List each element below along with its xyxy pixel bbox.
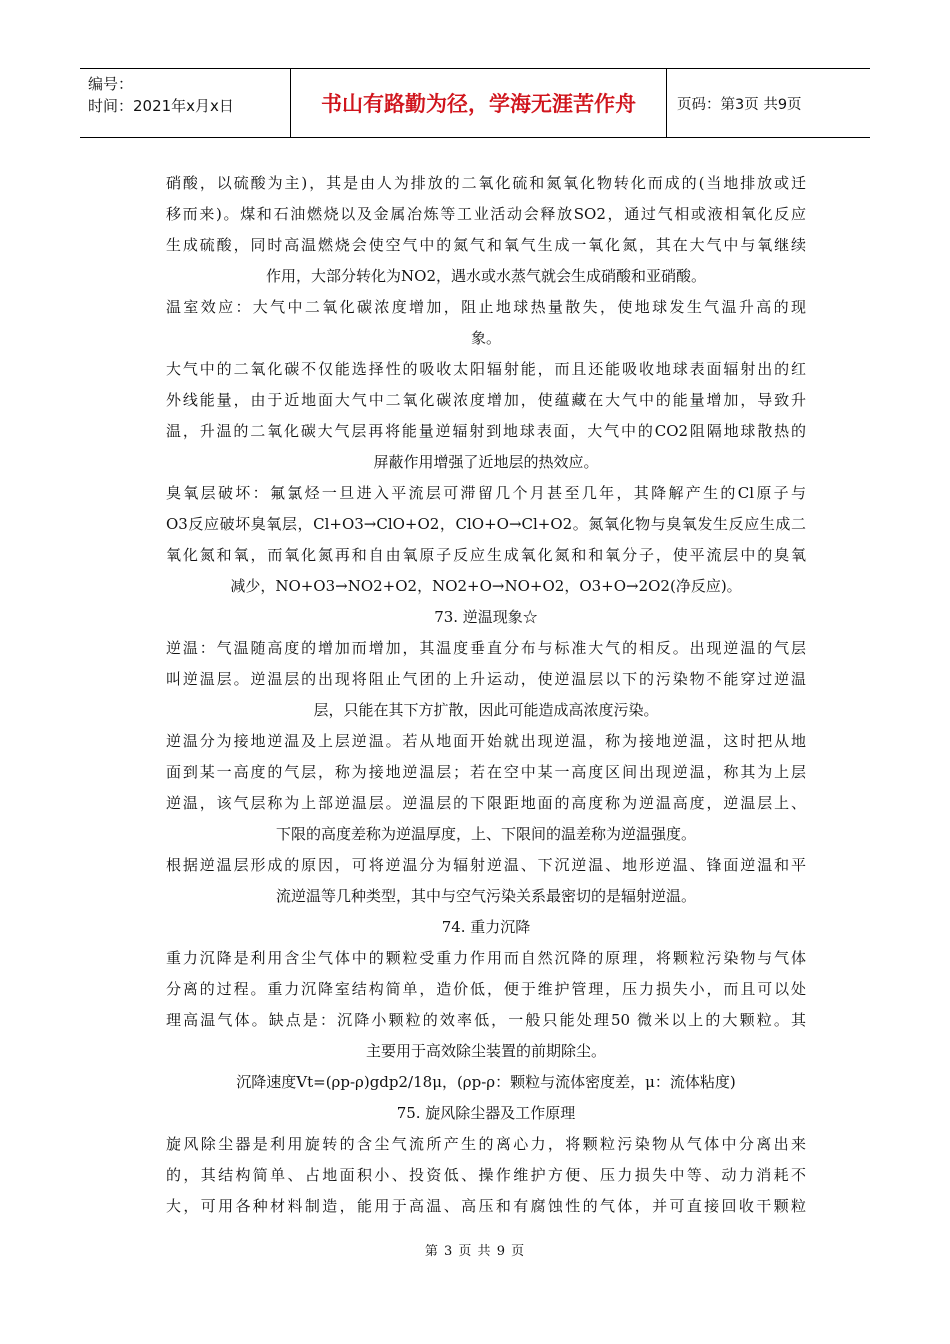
text-line: 旋风除尘器是利用旋转的含尘气流所产生的离心力，将颗粒污染物从气体中分离出来 — [166, 1135, 806, 1153]
text-line: O3反应破坏臭氧层，Cl+O3→ClO+O2，ClO+O→Cl+O2。氮氧化物与臭氧发生反应生成二 — [166, 515, 806, 533]
text-line: 面到某一高度的气层，称为接地逆温层；若在空中某一高度区间出现逆温，称其为上层 — [166, 763, 806, 781]
page-footer: 第 3 页 共 9 页 — [424, 1244, 526, 1259]
section-heading: 74. 重力沉降 — [441, 918, 531, 936]
text-line: 流逆温等几种类型，其中与空气污染关系最密切的是辐射逆温。 — [275, 887, 696, 905]
text-line: 屏蔽作用增强了近地层的热效应。 — [373, 453, 599, 471]
header-motto: 书山有路勤为径，学海无涯苦作舟 — [291, 69, 667, 137]
time-label: 时间：2021年x月x日 — [88, 97, 234, 115]
page-header — [80, 68, 870, 138]
text-line: 主要用于高效除尘装置的前期除尘。 — [365, 1042, 606, 1060]
text-line: 逆温，该气层称为上部逆温层。逆温层的下限距地面的高度称为逆温高度，逆温层上、 — [166, 794, 806, 812]
text-line: 氧化氮和氧，而氧化氮再和自由氧原子反应生成氧化氮和和氧分子，使平流层中的臭氧 — [166, 546, 806, 564]
text-line: 分离的过程。重力沉降室结构简单，造价低，便于维护管理，压力损失小，而且可以处 — [166, 980, 806, 998]
text-line: 作用，大部分转化为NO2，遇水或水蒸气就会生成硝酸和亚硝酸。 — [266, 267, 706, 285]
text-line: 下限的高度差称为逆温厚度，上、下限间的温差称为逆温强度。 — [275, 825, 696, 843]
text-line: 大，可用各种材料制造，能用于高温、高压和有腐蚀性的气体，并可直接回收干颗粒 — [166, 1197, 806, 1215]
text-line: 硝酸，以硫酸为主)，其是由人为排放的二氧化硫和氮氧化物转化而成的(当地排放或迁 — [166, 174, 806, 192]
text-line: 根据逆温层形成的原因，可将逆温分为辐射逆温、下沉逆温、地形逆温、锋面逆温和平 — [166, 856, 806, 874]
text-line: 移而来)。煤和石油燃烧以及金属冶炼等工业活动会释放SO2，通过气相或液相氧化反应 — [166, 205, 806, 223]
text-line: 逆温分为接地逆温及上层逆温。若从地面开始就出现逆温，称为接地逆温，这时把从地 — [166, 732, 806, 750]
header-page-label: 页码：第3页 共9页 — [677, 96, 802, 113]
text-line: 外线能量，由于近地面大气中二氧化碳浓度增加，使蕴藏在大气中的能量增加，导致升 — [166, 391, 806, 409]
text-line: 象。 — [470, 329, 501, 347]
text-line: 臭氧层破坏：氟氯烃一旦进入平流层可滞留几个月甚至几年，其降解产生的Cl原子与 — [166, 484, 806, 502]
text-line: 大气中的二氧化碳不仅能选择性的吸收太阳辐射能，而且还能吸收地球表面辐射出的红 — [166, 360, 806, 378]
text-line: 的，其结构简单、占地面积小、投资低、操作维护方便、压力损失中等、动力消耗不 — [166, 1166, 806, 1184]
code-label: 编号： — [88, 75, 134, 93]
text-line: 理高温气体。缺点是：沉降小颗粒的效率低，一般只能处理50 微米以上的大颗粒。其 — [166, 1011, 806, 1029]
text-line: 温室效应：大气中二氧化碳浓度增加，阻止地球热量散失，使地球发生气温升高的现 — [166, 298, 806, 316]
text-line: 重力沉降是利用含尘气体中的颗粒受重力作用而自然沉降的原理，将颗粒污染物与气体 — [166, 949, 806, 967]
section-heading: 75. 旋风除尘器及工作原理 — [396, 1104, 576, 1122]
text-line: 温，升温的二氧化碳大气层再将能量逆辐射到地球表面，大气中的CO2阻隔地球散热的 — [166, 422, 806, 440]
section-heading: 73. 逆温现象☆ — [434, 608, 538, 626]
text-line: 层，只能在其下方扩散，因此可能造成高浓度污染。 — [313, 701, 659, 719]
text-line: 减少，NO+O3→NO2+O2，NO2+O→NO+O2，O3+O→2O2(净反应)。 — [230, 577, 742, 595]
text-line: 逆温：气温随高度的增加而增加，其温度垂直分布与标准大气的相反。出现逆温的气层 — [166, 639, 806, 657]
formula-line: 沉降速度Vt=(ρp-ρ)gdp2/18μ，(ρp-ρ：颗粒与流体密度差，μ：流体粘度) — [236, 1073, 736, 1091]
text-line: 生成硫酸，同时高温燃烧会使空气中的氮气和氧气生成一氧化氮，其在大气中与氧继续 — [166, 236, 806, 254]
header-meta — [80, 69, 291, 137]
text-line: 叫逆温层。逆温层的出现将阻止气团的上升运动，使逆温层以下的污染物不能穿过逆温 — [166, 670, 806, 688]
